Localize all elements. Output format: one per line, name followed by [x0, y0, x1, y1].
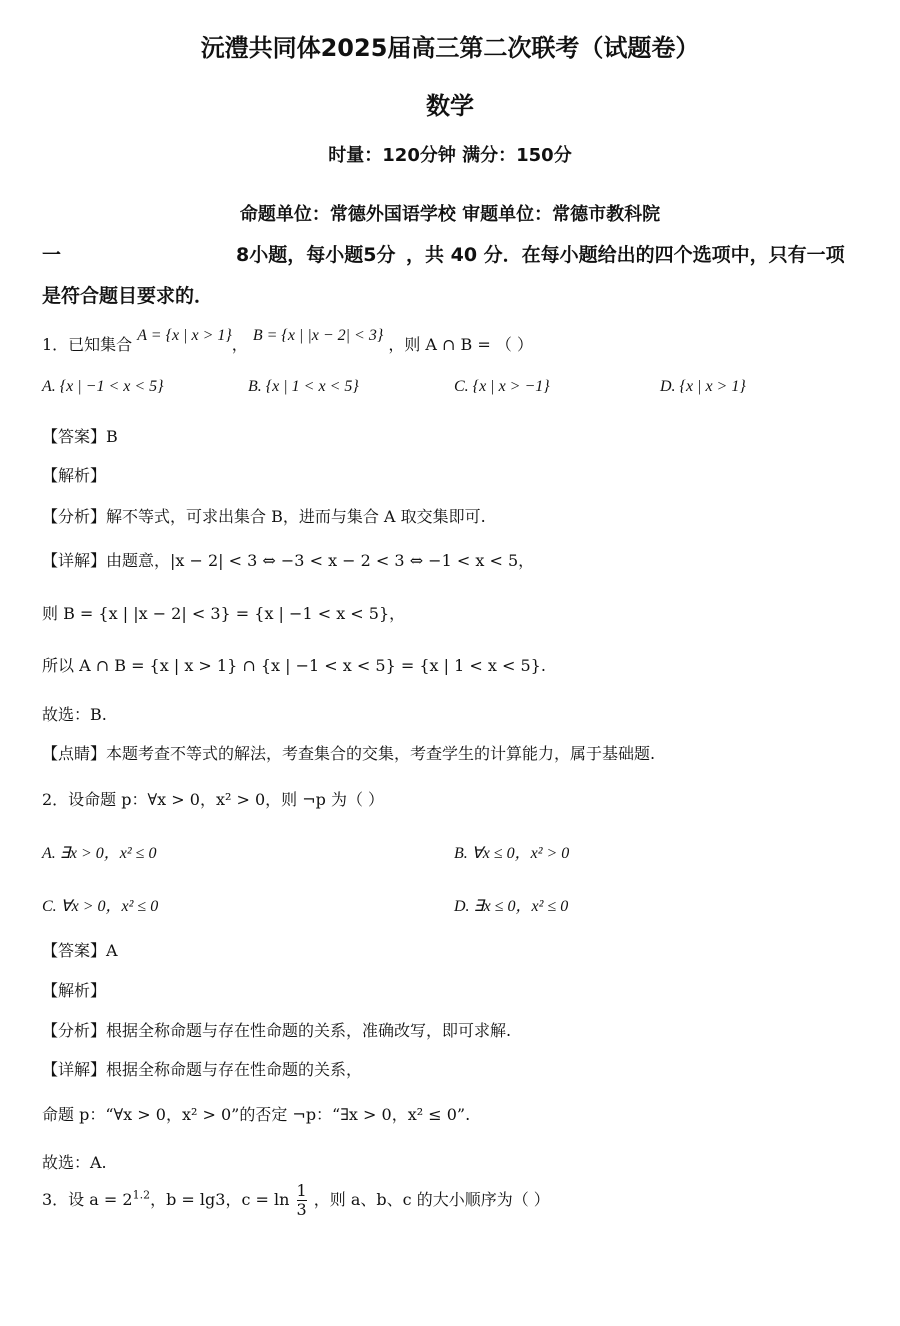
q1-set-b: B = {x | |x − 2| < 3}: [252, 327, 384, 344]
section-overlap-text: 8小题，每小题5分: [236, 244, 396, 266]
section-instructions-line2: 是符合题目要求的．: [42, 285, 214, 307]
q2-answer: 【答案】A: [42, 941, 118, 960]
exam-units: 命题单位：常德外国语学校 审题单位：常德市教科院: [239, 204, 661, 225]
q1-fenxi: 【分析】解不等式，可求出集合 B，进而与集合 A 取交集即可.: [42, 507, 486, 526]
q2-xiangjie: 【详解】根据全称命题与存在性命题的关系，: [42, 1060, 363, 1079]
section-number: 一: [42, 244, 62, 266]
subject-title: 数学: [426, 92, 474, 120]
q1-set-a: A = {x | x > 1}: [137, 327, 232, 344]
exam-meta: 时量：120分钟 满分：150分: [328, 145, 572, 166]
q1-analysis-head: 【解析】: [42, 466, 107, 485]
q1-xiangjie: 【详解】由题意，|x − 2| < 3 ⇔ −3 < x − 2 < 3 ⇔ −1 < x < 5，: [42, 551, 535, 570]
q2-fenxi: 【分析】根据全称命题与存在性命题的关系，准确改写，即可求解.: [42, 1021, 512, 1040]
q1-option-b: B. {x | 1 < x < 5}: [248, 378, 359, 395]
q1-option-a: A. {x | −1 < x < 5}: [42, 378, 164, 395]
section-instructions: ，共 40 分．在每小题给出的四个选项中，只有一项: [406, 244, 845, 266]
q2-analysis-head: 【解析】: [42, 981, 107, 1000]
q2-option-a: A. ∃x > 0，x² ≤ 0: [42, 845, 157, 862]
q1-stem: 1．已知集合 A = {x | x > 1}， B = {x | |x − 2| < 3} ，则 A ∩ B = （ ）: [42, 327, 533, 354]
q1-option-c: C. {x | x > −1}: [454, 378, 550, 395]
page-title: 沅澧共同体2025届高三第二次联考（试题卷）: [200, 34, 700, 62]
q3-exponent: 1.2: [132, 1188, 151, 1202]
q3-fraction: $\frac{1}{3}$: [296, 1181, 307, 1219]
q2-option-b: B. ∀x ≤ 0，x² > 0: [454, 845, 570, 862]
q2-guxuan: 故选：A.: [42, 1153, 107, 1172]
q2-option-c: C. ∀x > 0，x² ≤ 0: [42, 898, 159, 915]
q1-dianjing: 【点睛】本题考查不等式的解法，考查集合的交集，考查学生的计算能力，属于基础题.: [42, 744, 656, 763]
q1-step3: 所以 A ∩ B = {x | x > 1} ∩ {x | −1 < x < 5} = {x | 1 < x < 5}.: [42, 656, 546, 675]
q2-stem: 2．设命题 p：∀x > 0，x² > 0，则 ¬p 为（ ）: [42, 790, 385, 809]
q1-guxuan: 故选：B.: [42, 705, 107, 724]
q3-stem: 3．设 $a = 2^{1.2}$，b = lg3，c = ln $\frac{1}{3}$ ，则 a、b、c 的大小顺序为（ ）: [42, 1181, 550, 1219]
q2-step2: 命题 p：“∀x > 0，x² > 0”的否定 ¬p：“∃x > 0，x² ≤ 0”.: [42, 1105, 471, 1124]
q2-option-d: D. ∃x ≤ 0，x² ≤ 0: [454, 898, 569, 915]
q1-option-d: D. {x | x > 1}: [660, 378, 746, 395]
q1-step2: 则 B = {x | |x − 2| < 3} = {x | −1 < x < 5}，: [42, 604, 406, 623]
q1-answer: 【答案】B: [42, 427, 118, 446]
